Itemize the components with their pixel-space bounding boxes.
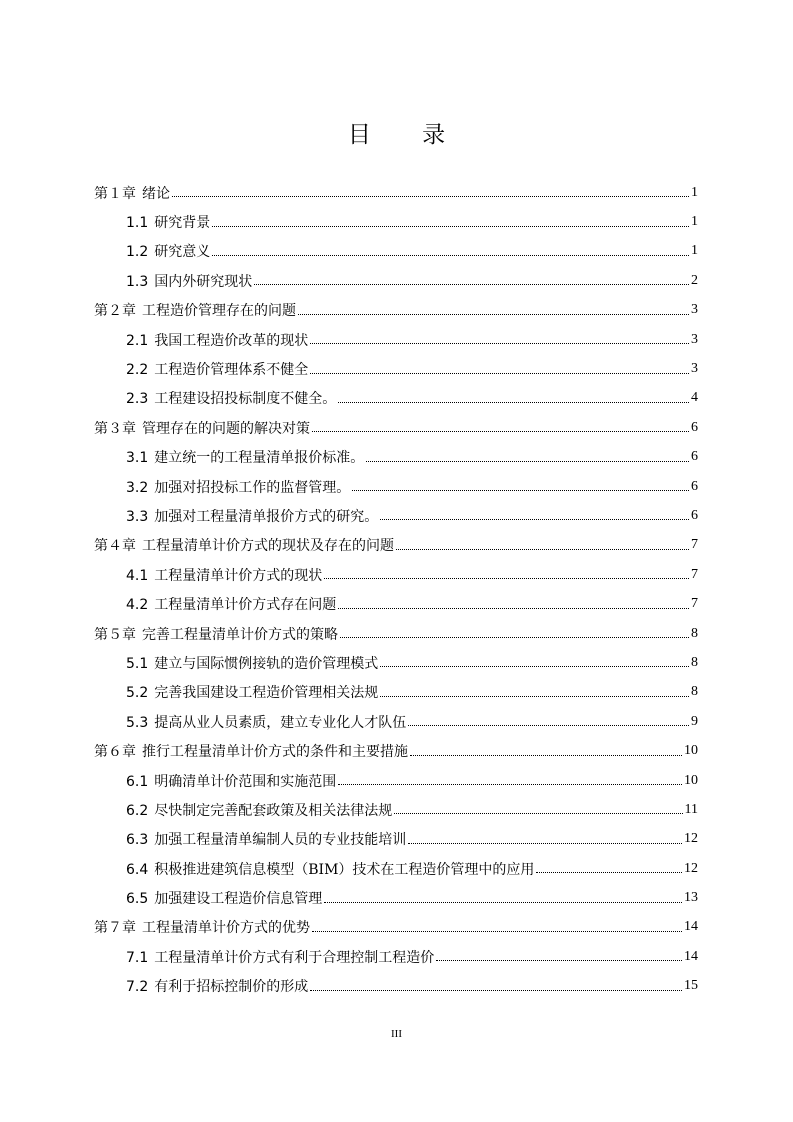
toc-entry-title: 研究背景: [154, 215, 211, 232]
toc-dot-leader: [408, 725, 689, 726]
toc-chapter-entry[interactable]: [94, 531, 698, 560]
toc-page-number: 6: [691, 507, 698, 523]
toc-entry-label: [126, 888, 322, 908]
toc-entry-number: 3.2: [126, 479, 149, 496]
toc-entry-number: 第３章: [94, 420, 136, 437]
toc-entry-title: 管理存在的问题的解决对策: [142, 420, 310, 437]
toc-dot-leader: [340, 637, 689, 638]
toc-page-number: 2: [691, 272, 698, 288]
toc-chapter-entry[interactable]: [94, 296, 698, 325]
toc-entry-label: [126, 271, 252, 291]
toc-entry-number: 2.2: [126, 362, 149, 379]
toc-page-number: 8: [691, 625, 698, 641]
toc-dot-leader: [408, 843, 682, 844]
toc-page-number: 13: [684, 890, 698, 906]
toc-page-number: 6: [691, 449, 698, 465]
toc-dot-leader: [312, 931, 682, 932]
toc-dot-leader: [310, 990, 682, 991]
toc-dot-leader: [396, 549, 689, 550]
toc-page-number: 7: [691, 537, 698, 553]
toc-entry-title: 加强对招投标工作的监督管理。: [154, 479, 351, 496]
toc-page-number: 1: [691, 243, 698, 259]
toc-entry-label: [126, 712, 406, 732]
toc-dot-leader: [324, 578, 689, 579]
toc-page-number: 7: [691, 566, 698, 582]
toc-dot-leader: [312, 431, 689, 432]
toc-entry-number: 2.1: [126, 332, 149, 349]
toc-entry-label: [126, 330, 308, 350]
toc-page-number: 1: [691, 214, 698, 230]
toc-entry-number: 5.3: [126, 714, 149, 731]
toc-entry-number: 6.3: [126, 832, 149, 849]
toc-entry-title: 提高从业人员素质，建立专业化人才队伍: [154, 714, 407, 731]
toc-section-entry[interactable]: [94, 825, 698, 854]
toc-entry-title: 工程造价管理体系不健全: [154, 362, 309, 379]
toc-dot-leader: [172, 196, 689, 197]
toc-entry-label: [126, 506, 378, 526]
toc-page-number: 10: [684, 772, 698, 788]
toc-page-number: 6: [691, 419, 698, 435]
toc-page-number: 3: [691, 331, 698, 347]
toc-dot-leader: [212, 226, 689, 227]
toc-dot-leader: [324, 902, 682, 903]
toc-entry-number: 第７章: [94, 920, 136, 937]
toc-page-number: 1: [691, 184, 698, 200]
toc-entry-label: [126, 682, 378, 702]
toc-entry-number: 第５章: [94, 626, 136, 643]
toc-entry-label: [126, 212, 210, 232]
toc-entry-title: 完善工程量清单计价方式的策略: [142, 626, 338, 643]
toc-page-number: 14: [684, 948, 698, 964]
toc-entry-label: [126, 594, 336, 614]
toc-dot-leader: [338, 402, 689, 403]
toc-section-entry[interactable]: [94, 766, 698, 795]
toc-section-entry[interactable]: [94, 237, 698, 266]
toc-entry-label: [126, 359, 308, 379]
toc-page-number: 8: [691, 654, 698, 670]
toc-chapter-entry[interactable]: [94, 178, 698, 207]
toc-dot-leader: [298, 314, 689, 315]
toc-section-entry[interactable]: [94, 942, 698, 971]
toc-entry-title: 工程量清单计价方式的优势: [142, 920, 310, 937]
toc-entry-label: [126, 447, 364, 467]
toc-page-number: 11: [684, 801, 698, 817]
toc-entry-number: 5.2: [126, 685, 149, 702]
toc-page-number: 9: [691, 713, 698, 729]
toc-dot-leader: [410, 755, 682, 756]
toc-dot-leader: [254, 284, 689, 285]
toc-entry-number: 1.2: [126, 244, 149, 261]
toc-page-number: 15: [684, 978, 698, 994]
toc-section-entry[interactable]: [94, 325, 698, 354]
toc-entry-label: [94, 624, 338, 644]
toc-section-entry[interactable]: [94, 972, 698, 1001]
toc-chapter-entry[interactable]: [94, 913, 698, 942]
toc-dot-leader: [310, 343, 689, 344]
toc-entry-label: [94, 917, 310, 937]
toc-entry-title: 工程量清单计价方式的现状及存在的问题: [142, 538, 394, 555]
toc-entry-title: 绪论: [142, 185, 170, 202]
toc-entry-title: 明确清单计价范围和实施范围: [154, 773, 337, 790]
toc-section-entry[interactable]: [94, 501, 698, 530]
toc-entry-number: 6.2: [126, 802, 149, 819]
toc-entry-number: 1.3: [126, 273, 149, 290]
toc-entry-label: [126, 976, 308, 996]
toc-entry-title: 国内外研究现状: [154, 273, 253, 290]
toc-entry-label: [94, 183, 170, 203]
toc-entry-title: 有利于招标控制价的形成: [154, 979, 309, 996]
toc-entry-title: 工程量清单计价方式的现状: [154, 567, 323, 584]
toc-section-entry[interactable]: [94, 707, 698, 736]
toc-entry-number: 第６章: [94, 744, 136, 761]
toc-entry-label: [94, 535, 394, 555]
toc-page-number: 12: [684, 831, 698, 847]
toc-dot-leader: [338, 608, 689, 609]
toc-chapter-entry[interactable]: [94, 413, 698, 442]
toc-section-entry[interactable]: [94, 443, 698, 472]
toc-entry-title: 加强工程量清单编制人员的专业技能培训: [154, 832, 407, 849]
toc-entry-title: 工程建设招投标制度不健全。: [154, 391, 337, 408]
toc-section-entry[interactable]: [94, 266, 698, 295]
toc-entry-label: [94, 300, 296, 320]
toc-section-entry[interactable]: [94, 883, 698, 912]
toc-entry-title: 尽快制定完善配套政策及相关法律法规: [154, 802, 393, 819]
toc-entry-title: 加强建设工程造价信息管理: [154, 891, 323, 908]
toc-page-number: 3: [691, 361, 698, 377]
page-title: 目 录: [347, 122, 468, 148]
toc-section-entry[interactable]: [94, 678, 698, 707]
toc-entry-number: 6.4: [126, 861, 149, 878]
toc-dot-leader: [352, 490, 689, 491]
toc-chapter-entry[interactable]: [94, 619, 698, 648]
toc-entry-number: 4.1: [126, 567, 149, 584]
toc-entry-number: 3.3: [126, 508, 149, 525]
toc-entry-label: [126, 388, 336, 408]
toc-entry-label: [94, 418, 310, 438]
toc-entry-title: 工程量清单计价方式存在问题: [154, 597, 337, 614]
toc-entry-title: 建立统一的工程量清单报价标准。: [154, 450, 365, 467]
toc-entry-number: 6.5: [126, 891, 149, 908]
toc-section-entry[interactable]: [94, 384, 698, 413]
toc-page-number: 6: [691, 478, 698, 494]
toc-entry-label: [126, 829, 406, 849]
toc-entry-title: 完善我国建设工程造价管理相关法规: [154, 685, 379, 702]
toc-entry-number: 3.1: [126, 450, 149, 467]
toc-entry-number: 第１章: [94, 185, 136, 202]
toc-dot-leader: [212, 255, 689, 256]
toc-page-number: 12: [684, 860, 698, 876]
toc-entry-label: [126, 653, 378, 673]
toc-page-number: 7: [691, 596, 698, 612]
toc-entry-number: 5.1: [126, 655, 149, 672]
toc-page-number: 3: [691, 302, 698, 318]
toc-dot-leader: [366, 461, 689, 462]
toc-section-entry[interactable]: [94, 854, 698, 883]
toc-entry-title: 我国工程造价改革的现状: [154, 332, 309, 349]
toc-dot-leader: [536, 872, 682, 873]
toc-entry-label: [126, 565, 322, 585]
toc-entry-label: [126, 859, 534, 879]
toc-entry-number: 第２章: [94, 303, 136, 320]
toc-entry-title: 工程造价管理存在的问题: [142, 303, 296, 320]
toc-entry-title: 工程量清单计价方式有利于合理控制工程造价: [154, 949, 435, 966]
toc-dot-leader: [380, 666, 689, 667]
toc-section-entry[interactable]: [94, 795, 698, 824]
toc-entry-title: 研究意义: [154, 244, 211, 261]
page-number: III: [391, 1028, 402, 1040]
toc-page-number: 10: [684, 743, 698, 759]
toc-dot-leader: [338, 784, 682, 785]
toc-entry-title: 推行工程量清单计价方式的条件和主要措施: [142, 744, 408, 761]
toc-dot-leader: [394, 813, 682, 814]
toc-dot-leader: [436, 960, 682, 961]
toc-section-entry[interactable]: [94, 472, 698, 501]
toc-dot-leader: [380, 696, 689, 697]
table-of-contents: [94, 178, 698, 1001]
toc-entry-number: 7.2: [126, 979, 149, 996]
toc-entry-title: 加强对工程量清单报价方式的研究。: [154, 508, 379, 525]
toc-entry-number: 2.3: [126, 391, 149, 408]
toc-entry-label: [126, 800, 392, 820]
toc-section-entry[interactable]: [94, 560, 698, 589]
toc-section-entry[interactable]: [94, 354, 698, 383]
toc-entry-number: 第４章: [94, 538, 136, 555]
toc-entry-number: 7.1: [126, 949, 149, 966]
toc-entry-title: 建立与国际惯例接轨的造价管理模式: [154, 655, 379, 672]
toc-entry-label: [126, 947, 434, 967]
toc-entry-label: [94, 741, 408, 761]
toc-chapter-entry[interactable]: [94, 736, 698, 765]
toc-entry-label: [126, 771, 336, 791]
toc-page-number: 8: [691, 684, 698, 700]
toc-page-number: 14: [684, 919, 698, 935]
toc-dot-leader: [310, 373, 689, 374]
toc-dot-leader: [380, 519, 689, 520]
toc-page-number: 4: [691, 390, 698, 406]
toc-entry-number: 1.1: [126, 215, 149, 232]
toc-entry-title: 积极推进建筑信息模型（BIM）技术在工程造价管理中的应用: [154, 861, 535, 878]
toc-entry-label: [126, 241, 210, 261]
toc-section-entry[interactable]: [94, 207, 698, 236]
toc-section-entry[interactable]: [94, 589, 698, 618]
toc-entry-number: 6.1: [126, 773, 149, 790]
toc-entry-label: [126, 477, 350, 497]
toc-entry-number: 4.2: [126, 597, 149, 614]
toc-section-entry[interactable]: [94, 648, 698, 677]
